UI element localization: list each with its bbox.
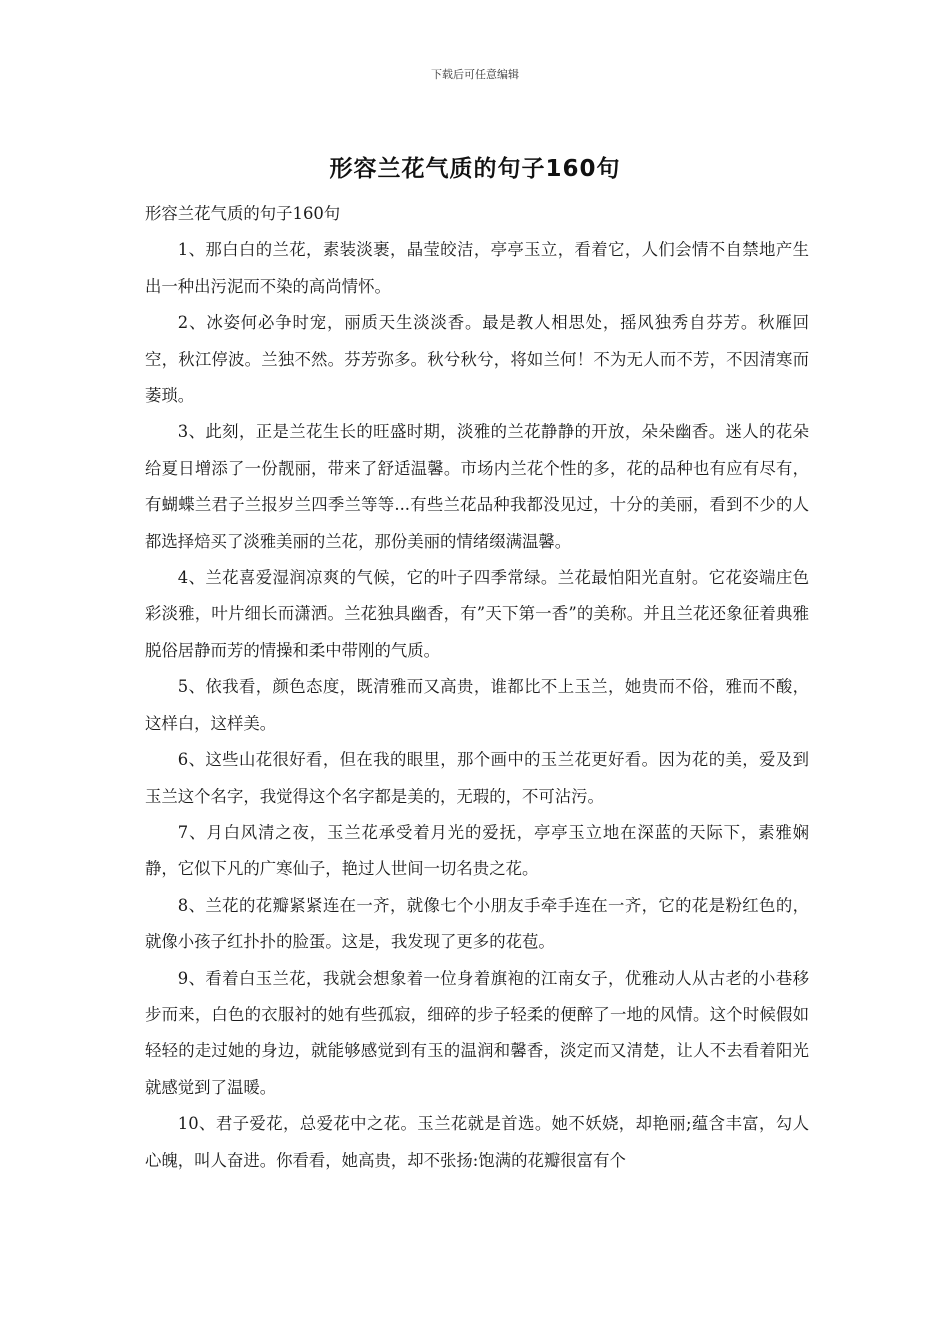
paragraph-9: 9、看着白玉兰花，我就会想象着一位身着旗袍的江南女子，优雅动人从古老的小巷移步而来，白色的衣服衬的她有些孤寂，细碎的步子轻柔的便醉了一地的风情。这个时候假如轻轻的走过她的身边，就能够感觉到有玉的温润和馨香，淡定而又清楚，让人不去看着阳光就感觉到了温暖。 [145, 968, 809, 1097]
paragraph-8: 8、兰花的花瓣紧紧连在一齐，就像七个小朋友手牵手连在一齐，它的花是粉红色的，就像小孩子红扑扑的脸蛋。这是，我发现了更多的花苞。 [145, 895, 809, 952]
header-note: 下载后可任意编辑 [431, 68, 519, 81]
document-body [145, 196, 809, 1179]
document-subtitle: 形容兰花气质的句子160句 [145, 204, 341, 223]
paragraph-1: 1、那白白的兰花，素装淡裹，晶莹皎洁，亭亭玉立，看着它，人们会情不自禁地产生出一种出污泥而不染的高尚情怀。 [145, 240, 809, 296]
page-title: 形容兰花气质的句子160句 [329, 156, 621, 182]
paragraph-2: 2、冰姿何必争时宠，丽质天生淡淡香。最是教人相思处，摇风独秀自芬芳。秋雁回空，秋江停波。兰独不然。芬芳弥多。秋兮秋兮，将如兰何！不为无人而不芳，不因清寒而萎琐。 [145, 313, 809, 406]
paragraph-10: 10、君子爱花，总爱花中之花。玉兰花就是首选。她不妖娆，却艳丽;蕴含丰富，勾人心魄，叫人奋进。你看看，她高贵，却不张扬:饱满的花瓣很富有个 [145, 1114, 809, 1170]
paragraph-7: 7、月白风清之夜，玉兰花承受着月光的爱抚，亭亭玉立地在深蓝的天际下，素雅娴静，它似下凡的广寒仙子，艳过人世间一切名贵之花。 [145, 822, 809, 879]
paragraph-6: 6、这些山花很好看，但在我的眼里，那个画中的玉兰花更好看。因为花的美，爱及到玉兰这个名字，我觉得这个名字都是美的，无瑕的，不可沾污。 [145, 750, 809, 806]
paragraph-4: 4、兰花喜爱湿润凉爽的气候，它的叶子四季常绿。兰花最怕阳光直射。它花姿端庄色彩淡雅，叶片细长而潇洒。兰花独具幽香，有”天下第一香”的美称。并且兰花还象征着典雅脱俗居静而芳的情操和柔中带刚的气质。 [145, 568, 809, 660]
paragraph-3: 3、此刻，正是兰花生长的旺盛时期，淡雅的兰花静静的开放，朵朵幽香。迷人的花朵给夏日增添了一份靓丽，带来了舒适温馨。市场内兰花个性的多，花的品种也有应有尽有，有蝴蝶兰君子兰报岁兰四季兰等等...有些兰花品种我都没见过，十分的美丽，看到不少的人都选择焙买了淡雅美丽的兰花，那份美丽的情绪缀满温馨。 [145, 422, 809, 551]
paragraph-5: 5、依我看，颜色态度，既清雅而又高贵，谁都比不上玉兰，她贵而不俗，雅而不酸，这样白，这样美。 [145, 677, 809, 733]
